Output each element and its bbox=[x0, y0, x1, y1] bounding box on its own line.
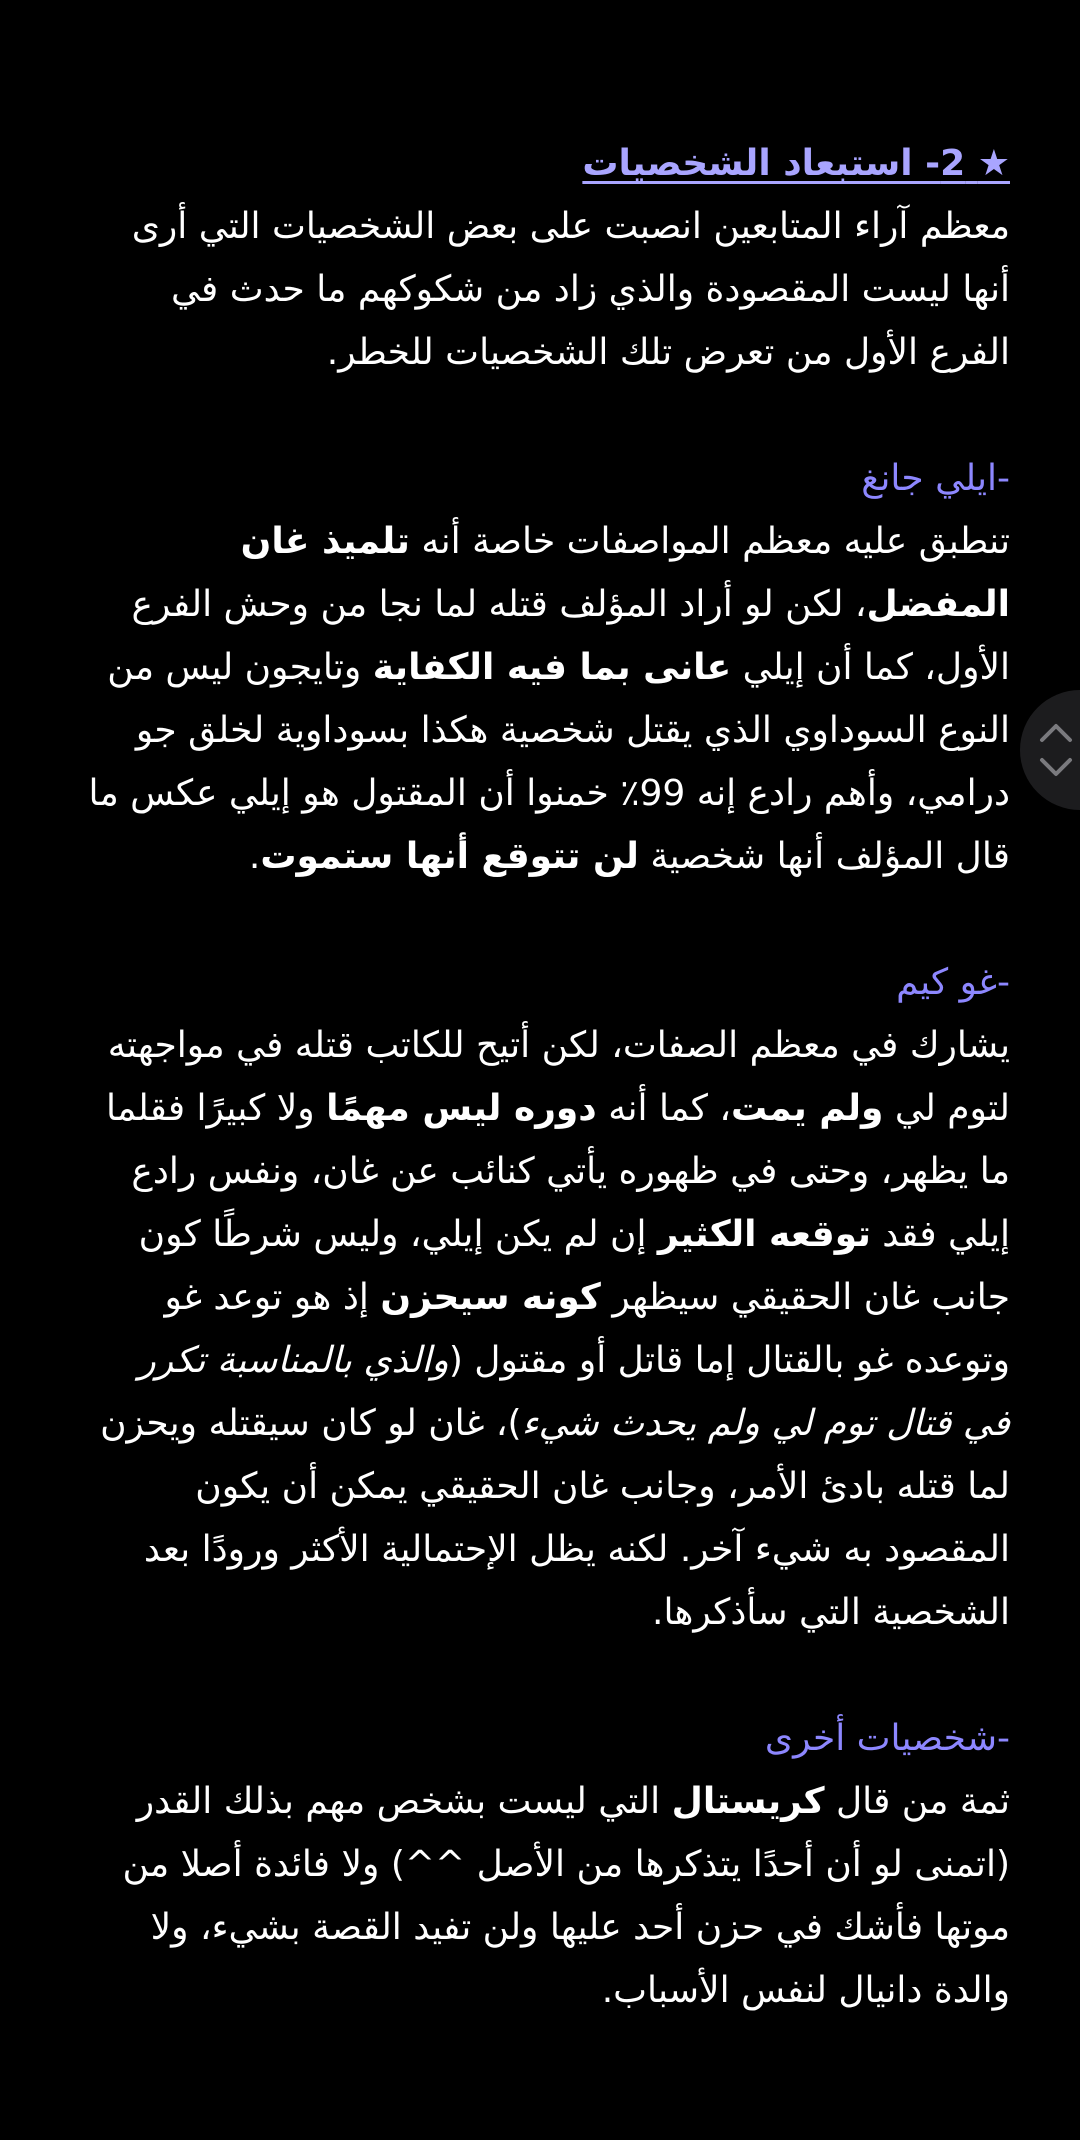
section-heading bbox=[80, 132, 1010, 195]
subheading-other-characters: -شخصيات أخرى bbox=[764, 1718, 1010, 1759]
bold-run: كريستال bbox=[671, 1781, 825, 1822]
subheading-go-kim: -غو كيم bbox=[896, 962, 1010, 1003]
bold-run: كونه سيحزن bbox=[380, 1277, 601, 1318]
text-run: التي ليست بشخص مهم بذلك القدر (اتمنى لو أن أحدًا يتذكرها من الأصل ^^) ولا فائدة أصلا من موتها فأشك في حزن أحد عليها ولن تفيد القصة بشيء، ولا والدة دانيال لنفس الأسباب. bbox=[122, 1781, 1010, 2011]
article-body bbox=[80, 132, 1010, 2022]
star-icon: ★ bbox=[977, 143, 1010, 184]
text-run: ، كما أنه bbox=[596, 1088, 731, 1129]
bold-run: تلميذ غان المفضل bbox=[240, 521, 1010, 625]
bold-run: ولم يمت bbox=[730, 1088, 884, 1129]
text-run: تنطبق عليه معظم المواصفات خاصة أنه bbox=[409, 521, 1010, 562]
bold-run: عانى بما فيه الكفاية bbox=[372, 647, 732, 688]
scroll-handle[interactable] bbox=[1020, 690, 1080, 810]
bold-run: توقعه الكثير bbox=[657, 1214, 871, 1255]
text-run: وتايجون ليس من النوع السوداوي الذي يقتل شخصية هكذا بسوداوية لخلق جو درامي، وأهم رادع إنه 99٪ خمنوا أن المقتول هو إيلي عكس ما قال المؤلف أنها شخصية bbox=[88, 647, 1010, 877]
text-run: ، لكن لو أراد المؤلف قتله لما نجا من وحش الفرع الأول، كما أن إيلي bbox=[131, 584, 1010, 688]
subheading-eli-jang: -ايلي جانغ bbox=[861, 458, 1010, 499]
main-heading bbox=[582, 143, 1010, 184]
text-run: )، غان لو كان سيقتله ويحزن لما قتله بادئ الأمر، وجانب غان الحقيقي يمكن أن يكون المقصود به شيء آخر. لكنه يظل الإحتمالية الأكثر ورودًا بعد الشخصية التي سأذكرها. bbox=[100, 1403, 1010, 1633]
main-heading-text: 2- استبعاد الشخصيات bbox=[582, 143, 966, 184]
bold-run: لن تتوقع أنها ستموت bbox=[260, 836, 639, 877]
text-run: ثمة من قال bbox=[824, 1781, 1010, 1822]
intro-paragraph: معظم آراء المتابعين انصبت على بعض الشخصيات التي أرى أنها ليست المقصودة والذي زاد من شكوكهم ما حدث في الفرع الأول من تعرض تلك الشخصيات للخطر. bbox=[131, 206, 1010, 373]
text-run: ولا كبيرًا فقلما ما يظهر، وحتى في ظهوره يأتي كنائب عن غان، ونفس رادع إيلي فقد bbox=[105, 1088, 1010, 1255]
chevron-up-down-icon bbox=[1038, 718, 1074, 782]
paragraph-other-characters bbox=[80, 1770, 1010, 2022]
text-run: إذ هو توعد غو وتوعده غو بالقتال إما قاتل أو مقتول ( bbox=[164, 1277, 1010, 1381]
paragraph-eli-jang bbox=[80, 510, 1010, 888]
text-run: إن لم يكن إيلي، وليس شرطًا كون جانب غان الحقيقي سيظهر bbox=[138, 1214, 1010, 1318]
text-run: . bbox=[248, 836, 261, 877]
italic-run: والذي بالمناسبة تكرر في قتال توم لي ولم يحدث شيء bbox=[138, 1340, 1010, 1444]
text-run: يشارك في معظم الصفات، لكن أتيح للكاتب قتله في مواجهته لتوم لي bbox=[107, 1025, 1010, 1129]
bold-run: دوره ليس مهمًا bbox=[326, 1088, 597, 1129]
paragraph-go-kim bbox=[80, 1014, 1010, 1644]
